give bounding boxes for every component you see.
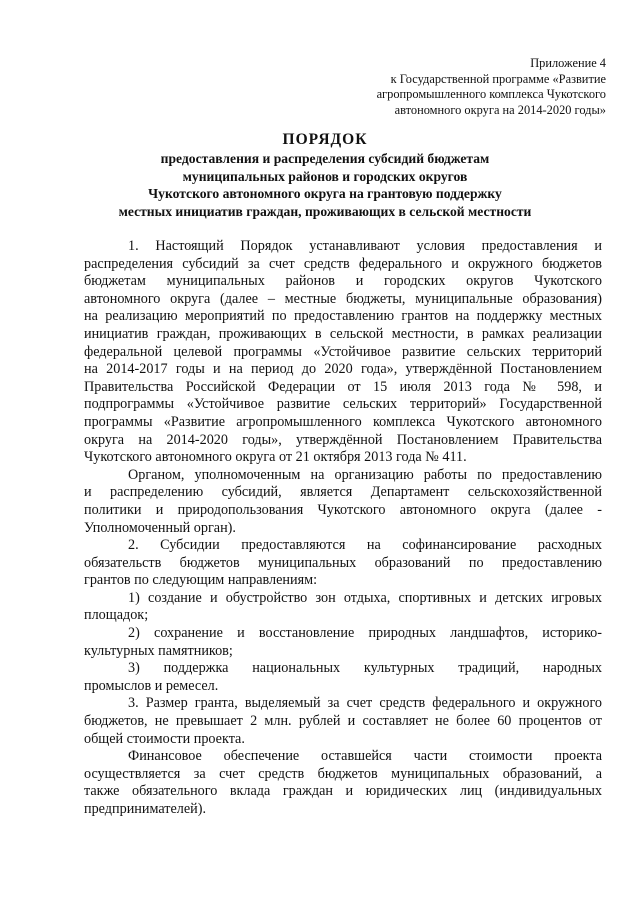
list-item-1 [84,590,602,625]
list-item-2 [84,625,602,660]
text-line: федеральной целевой программы «Устойчивое развитие сельских территорий [84,343,602,360]
appendix-line: автономного округа на 2014-2020 годы» [394,102,606,117]
text-line: Уполномоченный орган). [84,519,236,536]
text-line: обязательств бюджетов муниципальных образований по предоставлению [84,554,602,571]
text-line: на реализацию мероприятий по предоставлению грантов на поддержку местных [84,308,602,325]
document-body [84,238,602,819]
appendix-line: Приложение 4 [530,56,606,70]
text-line: автономного округа (далее – местные бюджеты, муниципальные образования) [84,290,602,307]
text-line: инициатив граждан, проживающих в сельской местности, в рамках реализации [84,325,602,342]
title-line: предоставления и распределения субсидий бюджетам [160,151,490,166]
text-line: Чукотского автономного округа от 21 октября 2013 года № 411. [84,449,467,466]
text-line: округа на 2014-2020 годы», утверждённой Постановлением Правительства [84,431,602,448]
text-line: на 2014-2017 годы и на период до 2020 года», утверждённой Постановлением [84,361,602,378]
title-line: муниципальных районов и городских округов [182,168,468,184]
title-line: местных инициатив граждан, проживающих в сельской местности [118,203,532,219]
appendix-header [330,56,606,118]
text-line: бюджетам муниципальных районов и городских округов Чукотского [84,273,602,290]
text-line: и распределению субсидий, является Департамент сельскохозяйственной [84,484,602,501]
text-line: площадок; [84,607,149,624]
text-line: 2) сохранение и восстановление природных ландшафтов, историко- [128,625,602,642]
paragraph-1 [84,238,602,467]
paragraph-2 [84,467,602,537]
appendix-line: агропромышленного комплекса Чукотского [376,87,606,102]
text-line: распределения субсидий за счет средств федерального и окружного бюджетов [84,255,602,272]
text-line: промыслов и ремесел. [84,677,219,694]
appendix-line: к Государственной программе «Развитие [390,71,606,86]
paragraph-4 [84,695,602,748]
text-line: 1. Настоящий Порядок устанавливают условия предоставления и [128,238,602,254]
text-line: 1) создание и обустройство зон отдыха, спортивных и детских игровых [128,589,602,606]
text-line: предпринимателей). [84,801,207,817]
text-line: подпрограммы «Устойчивое развитие сельских территорий» Государственной [84,396,602,413]
text-line: бюджетов, не превышает 2 млн. рублей и составляет не более 60 процентов от [84,713,602,730]
text-line: Финансовое обеспечение оставшейся части стоимости проекта [128,748,602,765]
title-line: Чукотского автономного округа на грантовую поддержку [148,186,502,202]
text-line: общей стоимости проекта. [84,730,245,747]
text-line: также обязательного вклада граждан и юридических лиц (индивидуальных [84,783,602,800]
text-line: 3. Размер гранта, выделяемый за счет средств федерального и окружного [128,695,602,712]
text-line: грантов по следующим направлениям: [84,572,318,589]
paragraph-3 [84,537,602,590]
text-line: осуществляется за счет средств бюджетов муниципальных образований, а [84,765,602,782]
text-line: программы «Развитие агропромышленного комплекса Чукотского автономного [84,413,602,430]
document-title [60,130,590,220]
list-item-3 [84,660,602,695]
text-line: политики и природопользования Чукотского автономного округа (далее - [84,501,602,518]
text-line: Правительства Российской Федерации от 15 июля 2013 года № 598, и [84,378,602,395]
title-main: ПОРЯДОК [282,131,368,148]
text-line: 3) поддержка национальных культурных традиций, народных [128,660,602,677]
text-line: 2. Субсидии предоставляются на софинансирование расходных [128,537,602,554]
text-line: Органом, уполномоченным на организацию работы по предоставлению [128,466,602,483]
paragraph-5 [84,748,602,818]
text-line: культурных памятников; [84,642,233,659]
